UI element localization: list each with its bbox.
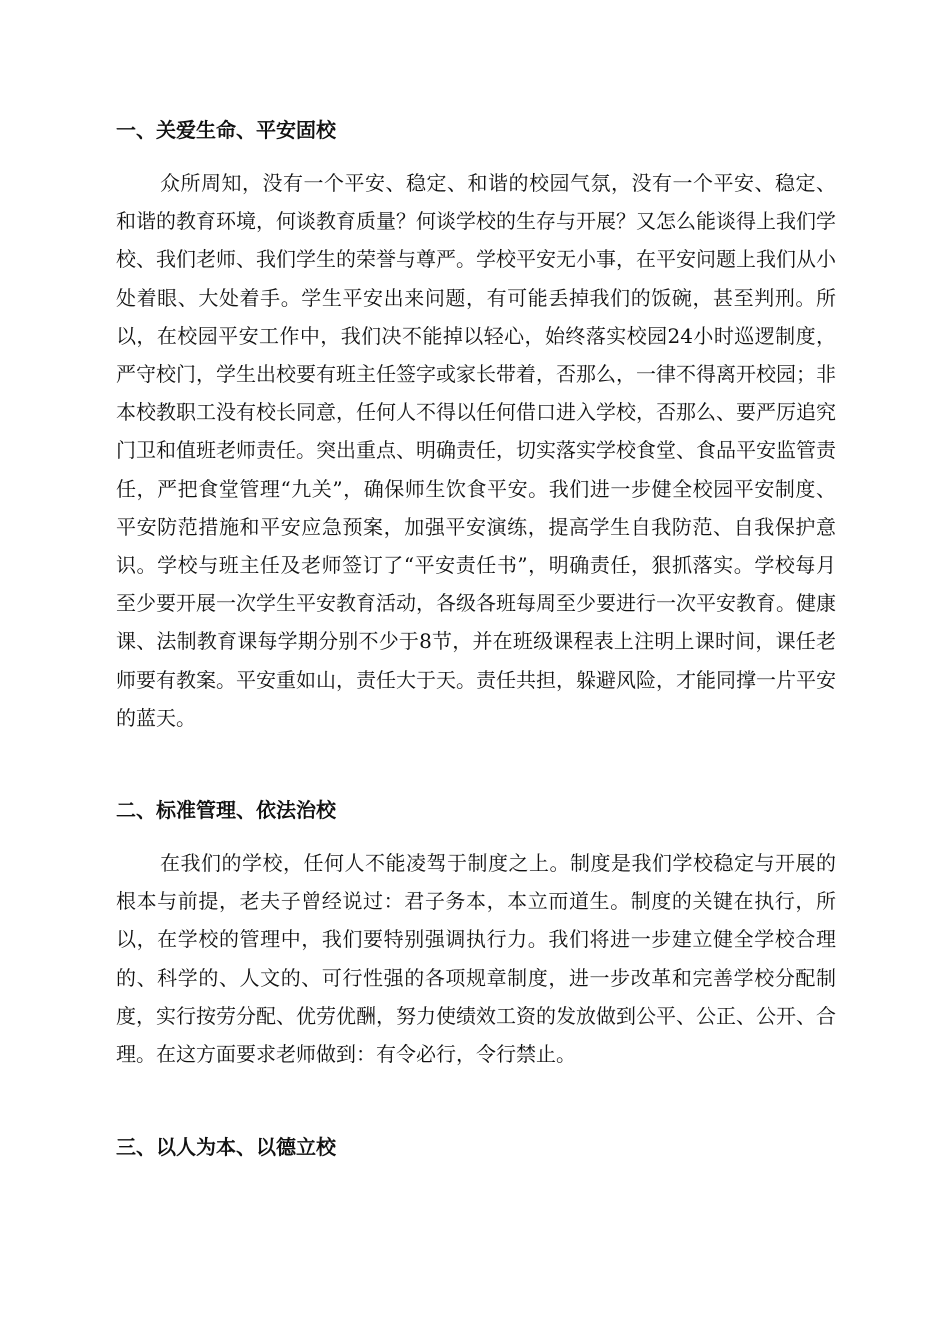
section-paragraph-safety: 众所周知，没有一个平安、稳定、和谐的校园气氛，没有一个平安、稳定、和谐的教育环境，何谈教育质量？何谈学校的生存与开展？又怎么能谈得上我们学校、我们老师、我们学生的荣誉与尊严。学校平安无小事，在平安问题上我们从小处着眼、大处着手。学生平安出来问题，有可能丢掉我们的饭碗，甚至判刑。所以，在校园平安工作中，我们决不能掉以轻心，始终落实校园24小时巡逻制度，严守校门，学生出校要有班主任签字或家长带着，否那么，一律不得离开校园；非本校教职工没有校长同意，任何人不得以任何借口进入学校，否那么、要严厉追究门卫和值班老师责任。突出重点、明确责任，切实落实学校食堂、食品平安监管责任，严把食堂管理“九关”，确保师生饮食平安。我们进一步健全校园平安制度、平安防范措施和平安应急预案，加强平安演练，提高学生自我防范、自我保护意识。学校与班主任及老师签订了“平安责任书”，明确责任，狠抓落实。学校每月至少要开展一次学生平安教育活动，各级各班每周至少要进行一次平安教育。健康课、法制教育课每学期分别不少于8节，并在班级课程表上注明上课时间，课任老师要有教案。平安重如山，责任大于天。责任共担，躲避风险，才能同撑一片平安的蓝天。	[116, 171, 836, 730]
section-heading-management: 二、标准管理、依法治校	[116, 798, 336, 822]
section-heading-people-oriented: 三、以人为本、以德立校	[116, 1135, 336, 1159]
section-heading-safety: 一、关爱生命、平安固校	[116, 118, 336, 142]
section-paragraph-management: 在我们的学校，任何人不能凌驾于制度之上。制度是我们学校稳定与开展的根本与前提，老夫子曾经说过：君子务本，本立而道生。制度的关键在执行，所以，在学校的管理中，我们要特别强调执行力。我们将进一步建立健全学校合理的、科学的、人文的、可行性强的各项规章制度，进一步改革和完善学校分配制度，实行按劳分配、优劳优酬，努力使绩效工资的发放做到公平、公正、公开、合理。在这方面要求老师做到：有令必行，令行禁止。	[116, 851, 836, 1067]
